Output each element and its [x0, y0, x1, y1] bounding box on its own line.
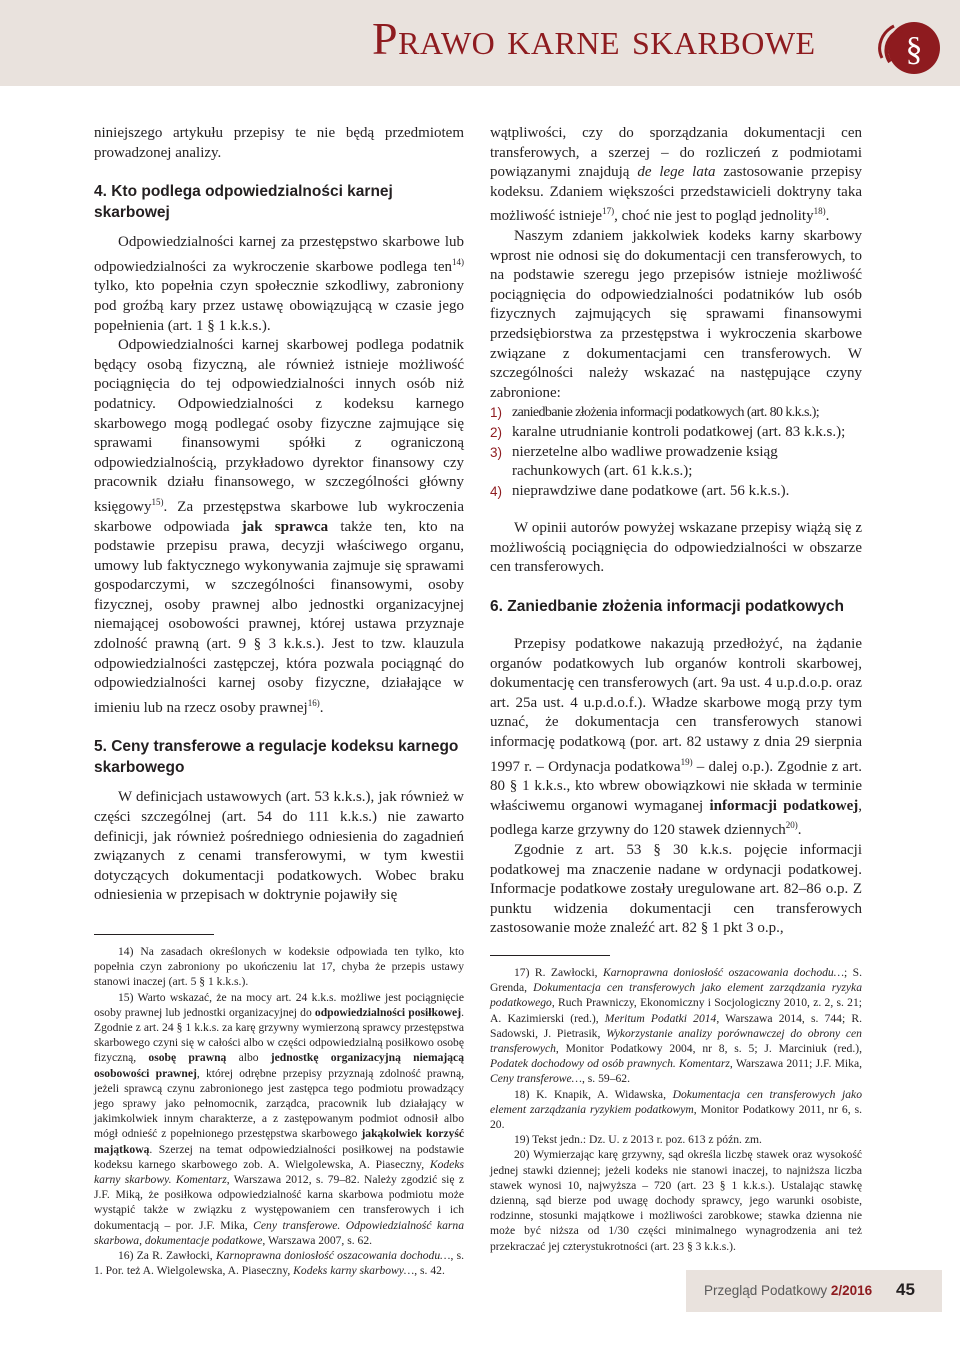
footnote-ref-20: 20)	[785, 820, 798, 831]
footnote-divider	[490, 955, 610, 956]
list-item: 4) nieprawdziwe dane podatkowe (art. 56 k.k.s.).	[490, 482, 790, 499]
paragraph-doubts: wątpliwości, czy do sporządzania dokumentacji cen transferowych, a szerzej – do rozliczeń z podmiotami powiązanymi znajdują de lege lata zastosowanie przepisy kodeksu. Zdaniem większości przedstawicieli doktryny taka możliwość istnieje$^{17)}$, choć nie jest to pogląd jednolity$^{18)}$.	[490, 125, 863, 225]
list-item: 2) karalne utrudnianie kontroli podatkowej (art. 83 k.k.s.);	[490, 423, 846, 440]
paragraph-tax-information: Zgodnie z art. 53 § 30 k.k.s. pojęcie informacji podatkowej ma znaczenie nadane w ordynacji podatkowej. Informacje podatkowe zostały uregulowane art. 82–86 o.p. Z punktu widzenia dokumentacji cen transferowych zastosowanie może znaleźć art. 82 § 1 pkt 3 o.p.,	[490, 842, 862, 937]
footnote-ref-14: 14)	[452, 256, 464, 267]
list-item: 1) zaniedbanie złożenia informacji podatkowych (art. 80 k.k.s.);	[490, 405, 820, 421]
paragraph-opinion: Naszym zdaniem jakkolwiek kodeks karny skarbowy wprost nie odnosi się do dokumentacji cen transferowych, to na podstawie szeregu jego przepisów istnieje możliwość pociągnięcia do odpowiedzialności podatników lub osób fizycznych zajmujących się sprawami finansowymi przedsiębiorstwa za przestępstwa i wykroczenia skarbowe związane z dokumentacjami cen transferowych. W szczególności należy wskazać na następujące czyny zabronione:	[490, 227, 862, 401]
paragraph-definitions: W definicjach ustawowych (art. 53 k.k.s.), jak również w części szczególnej (art. 54 do 111 k.k.s.) nie zawarto definicji, jak również pośredniego odniesienia do zagadnień związanych z cenami transferowymi, w tym kwestii dotyczących dokumentacji podatkowych. Wobec braku odniesienia w przepisach w doktrynie pojawiły się	[94, 789, 464, 904]
list-item: 3) nierzetelne albo wadliwe prowadzenie ksiąg rachunkowych (art. 61 k.k.s.);	[490, 443, 778, 480]
footnote-18: 18) K. Knapik, A. Widawska, Dokumentacja cen transferowych jako element zarządzania ryzykiem podatkowym, Monitor Podatkowy 2011, nr 6, s. 20.	[490, 1087, 862, 1131]
footnote-19: 19) Tekst jedn.: Dz. U. z 2013 r. poz. 613 z późn. zm.	[514, 1133, 762, 1147]
paragraph-intro: niniejszego artykułu przepisy te nie będą przedmiotem prowadzonej analizy.	[94, 125, 464, 161]
footnote-16: 16) Za R. Zawłocki, Karnoprawna doniosłość oszacowania dochodu…, s. 1. Por. też A. Wielgolewska, A. Piaseczny, Kodeks karny skarbowy…, s. 42.	[94, 1249, 464, 1278]
footnote-17: 17) R. Zawłocki, Karnoprawna doniosłość oszacowania dochodu…; S. Grenda, Dokumentacja cen transferowych jako element zarządzania ryzyka podatkowego, Ruch Prawniczy, Ekonomiczny i Socjologiczny 2010, z. 2, s. 21; A. Kazimierski (red.), Meritum Podatki 2014, Warszawa 2014, s. 744; R. Sadowski, J. Pietrasik, Wykorzystanie analizy porównawczej do obrony cen transferowych, Monitor Podatkowy 2004, nr 8, s. 5; J. Marciniuk (red.), Podatek dochodowy od osób prawnych. Komentarz, Warszawa 2011; J.F. Mika, Ceny transferowe…, s. 59–62.	[490, 965, 863, 1086]
page-section-title: Prawo karne skarbowe	[372, 13, 816, 64]
footnote-divider	[94, 934, 214, 935]
paragraph-persons: Odpowiedzialności karnej skarbowej podlega podatnik będący osobą fizyczną, ale również istnieje możliwość pociągnięcia do tej odpowiedzialności innych osób niż podatnicy. Odpowiedzialności z kodeksu karnego skarbowego mogą podlegać osoby fizyczne zajmujące się sprawami finansowymi spółki z ograniczoną odpowiedzialnością, przykładowo dyrektor finansowy czy pracownik działu finansowego, w szczególności główny księgowy$^{15)}$. Za przestępstwa skarbowe lub wykroczenia skarbowe odpowiada jak sprawca także ten, kto na podstawie przepisu prawa, decyzji właściwego organu, umowy lub faktycznego wykonywania zajmuje się sprawami gospodarczymi, w szczególności finansowymi, osoby fizycznej, osoby prawnej albo jednostki organizacyjnej niemającej osobowości prawnej, której ustawa przyznaje zdolność prawną (art. 9 § 3 k.k.s.). Jest to tzw. klauzula odpowiedzialności zastępczej, która pozwala pociągnąć do odpowiedzialności karnej osoby fizyczne, działające w imieniu lub na rzecz osoby prawnej$^{16)}$.	[94, 337, 465, 716]
footnote-ref-16: 16)	[307, 697, 320, 708]
footnote-ref-15: 15)	[151, 496, 164, 507]
offences-list	[490, 403, 862, 501]
footnote-15: 15) Warto wskazać, że na mocy art. 24 k.k.s. możliwe jest pociągnięcie osoby prawnej lub jednostki organizacyjnej do odpowiedzialności posiłkowej. Zgodnie z art. 24 § 1 k.k.s. za karę grzywny wymierzoną sprawcy przestępstwa skarbowego czyni się w całości albo w części odpowiedzialną posiłkowo osobę fizyczną, osobę prawną albo jednostkę organizacyjną niemającą osobowości prawnej, której odrębne przepisy przyznają zdolność prawną, jeżeli sprawcą czynu zabronionego jest zastępca tego podmiotu prowadzący jego sprawy jako pełnomocnik, zarządca, pracownik lub działający w jakimkolwiek innym charakterze, a z zastępowanym podmiot odnosił albo mógł odnieść z popełnionego przestępstwa skarbowego jakąkolwiek korzyść majątkową. Szerzej na temat odpowiedzialności posiłkowej na podstawie kodeksu karnego skarbowego zob. A. Wielgolewska, A. Piaseczny, Kodeks karny skarbowy. Komentarz, Warszawa 2012, s. 79–82. Należy zgodzić się z J.F. Miką, że posiłkowa odpowiedzialność karna skarbowa podmiotu może wystąpić także w związku z występowaniem cen transferowych i ich dokumentacją – por. J.F. Mika, Ceny transferowe. Odpowiedzialność karna skarbowa, dokumentacje podatkowe, Warszawa 2007, s. 62.	[94, 990, 465, 1247]
footnote-20: 20) Wymierzając karę grzywny, sąd określa liczbę stawek oraz wysokość jednej stawki dziennej; jeżeli kodeks nie stanowi inaczej, to najniższa liczba stawek wynosi 10, najwyższa – 720 (art. 23 § 1 k.k.s.). Ustalając stawkę dzienną, sąd bierze pod uwagę dochody sprawcy, jego warunki osobiste, rodzinne, stosunki majątkowe i możliwości zarobkowe; stawka dzienna nie może być niższa od 1/30 części minimalnego wynagrodzenia ani też przekraczać jej czterystukrotności (art. 23 § 3 k.k.s.).	[490, 1148, 862, 1253]
paragraph-liability: Odpowiedzialności karnej za przestępstwo skarbowe lub odpowiedzialności za wykroczenie skarbowe podlega ten$^{14)}$ tylko, kto popełnia czyn społecznie szkodliwy, zabroniony pod groźbą kary przez ustawę obowiązującą w czasie jego popełnienia (art. 1 § 1 k.k.s.).	[94, 234, 464, 334]
section-heading-5: 5. Ceny transferowe a regulacje kodeksu karnego skarbowego	[94, 738, 459, 777]
paragraph-tax-provisions: Przepisy podatkowe nakazują przedłożyć, na żądanie organów podatkowych lub organów kontroli skarbowej, dokumentację cen transferowych (art. 9a ust. 4 u.p.d.o.p. oraz art. 25a ust. 4 u.p.d.o.f.). Władze skarbowe mogą przy tym uznać, że dokumentacja cen transferowych stanowi informację podatkową (por. art. 82 ustawy z dnia 29 sierpnia 1997 r. – Ordynacja podatkowa$^{19)}$ – dalej o.p.). Zgodnie z art. 80 § 1 k.k.s., kto wbrew obowiązkowi nie składa w terminie właściwemu organowi wymaganej informacji podatkowej, podlega karze grzywny do 120 stawek dziennych$^{20)}$.	[490, 636, 862, 839]
page-number: 45	[896, 1280, 915, 1299]
journal-name: Przegląd Podatkowy 2/2016	[704, 1283, 873, 1298]
right-column	[490, 124, 862, 1254]
section-heading-4: 4. Kto podlega odpowiedzialności karnej skarbowej	[94, 183, 393, 222]
paragraph-authors-opinion: W opinii autorów powyżej wskazane przepisy wiążą się z możliwością pociągnięcia do odpowiedzialności w obszarze cen transferowych.	[490, 520, 862, 576]
left-column	[94, 124, 464, 1278]
footnote-ref-18: 18)	[813, 206, 826, 217]
footnote-ref-17: 17)	[602, 206, 615, 217]
footnote-14: 14) Na zasadach określonych w kodeksie odpowiada ten tylko, kto popełnia czyn zabroniony po ukończeniu lat 17, chyba że przepis ustawy stanowi inaczej (art. 5 § 1 k.k.s.).	[94, 945, 464, 989]
journal-issue: 2/2016	[830, 1283, 873, 1298]
svg-text:§: §	[905, 31, 923, 68]
section-sign-logo-icon	[874, 10, 946, 82]
section-heading-6: 6. Zaniedbanie złożenia informacji podatkowych	[490, 598, 844, 616]
footnote-ref-19: 19)	[680, 756, 693, 767]
